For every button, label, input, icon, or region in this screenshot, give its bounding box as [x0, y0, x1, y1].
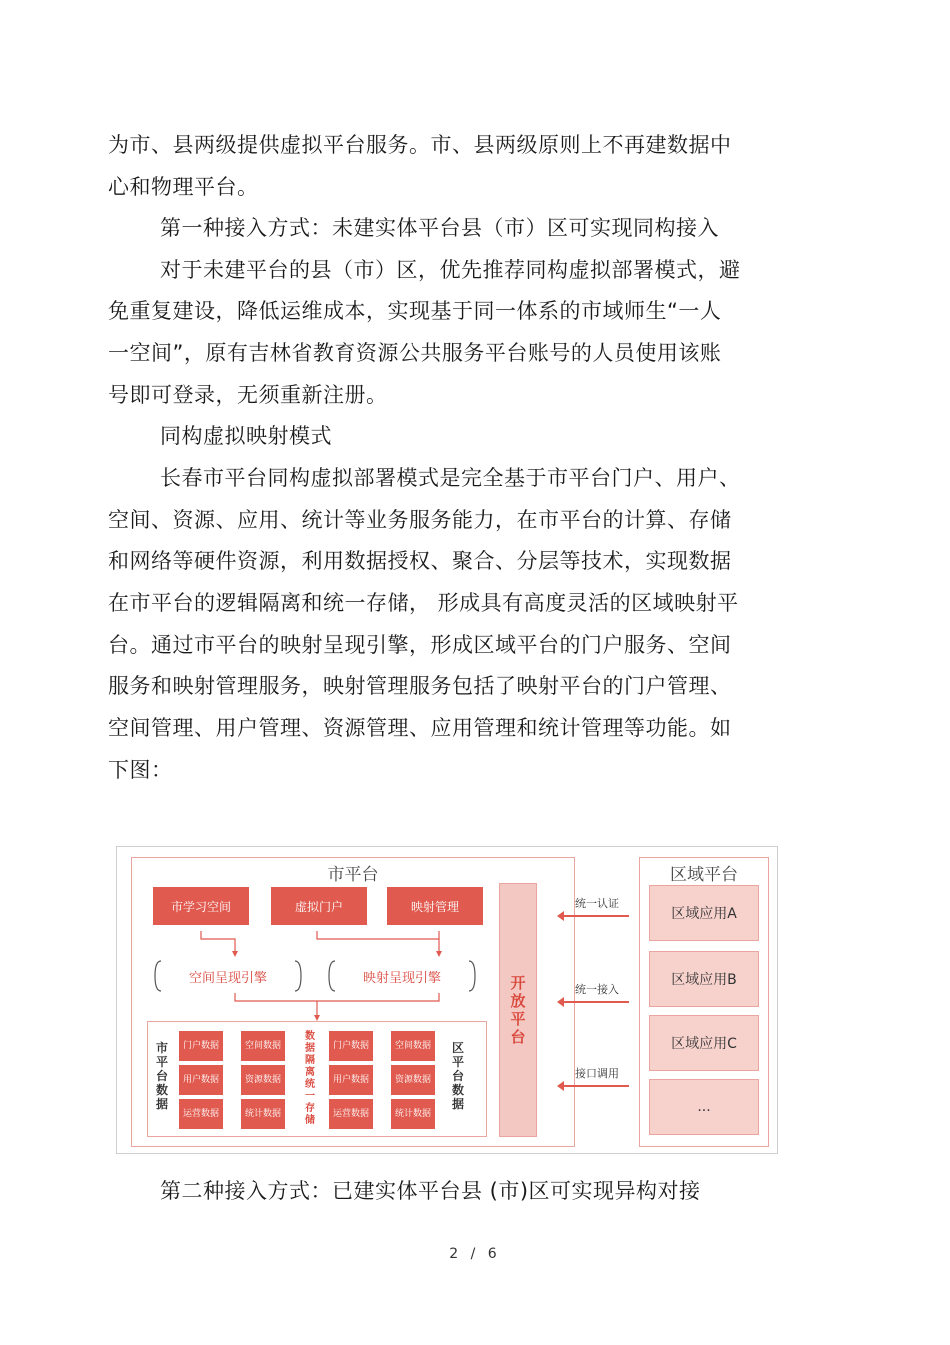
- city-platform-title: 市平台: [327, 865, 379, 885]
- paragraph-line: 台。通过市平台的映射呈现引擎，形成区域平台的门户服务、空间: [108, 633, 732, 657]
- paragraph-line: 对于未建平台的县（市）区，优先推荐同构虚拟部署模式，避: [160, 258, 741, 282]
- region-data-cell: 统计数据: [391, 1099, 435, 1129]
- city-data-cell: 统计数据: [241, 1099, 285, 1129]
- link-label: 统一认证: [575, 897, 619, 910]
- region-data-cell: 运营数据: [329, 1099, 373, 1129]
- mapping-engine-group: [327, 959, 477, 993]
- space-render-engine: 空间呈现引擎: [188, 971, 267, 986]
- mapping-render-engine: 映射呈现引擎: [362, 971, 441, 986]
- space-engine-group: [153, 959, 303, 993]
- paragraph-line: 空间、资源、应用、统计等业务服务能力，在市平台的计算、存储: [108, 508, 732, 532]
- paragraph-line: 服务和映射管理服务，映射管理服务包括了映射平台的门户管理、: [108, 674, 732, 698]
- paragraph-line: 下图：: [108, 758, 173, 782]
- paragraph-line: 空间管理、用户管理、资源管理、应用管理和统计管理等功能。如: [108, 716, 732, 740]
- paragraph-line: 心和物理平台。: [108, 175, 259, 199]
- region-app-a: 区域应用A: [649, 885, 759, 941]
- data-isolation-label: 数据隔离统一存储: [305, 1031, 315, 1126]
- region-app-c: 区域应用C: [649, 1015, 759, 1071]
- city-data-cell: 空间数据: [241, 1031, 285, 1061]
- mapping-management-box: 映射管理: [387, 887, 483, 925]
- link-label: 接口调用: [575, 1067, 619, 1080]
- open-platform-label: 开放平台: [510, 974, 526, 1046]
- paragraph-line: 免重复建设，降低运维成本，实现基于同一体系的市域师生“一人: [108, 299, 722, 323]
- paragraph-line: 和网络等硬件资源，利用数据授权、聚合、分层等技术，实现数据: [108, 549, 732, 573]
- paragraph-line: 在市平台的逻辑隔离和统一存储， 形成具有高度灵活的区域映射平: [108, 591, 739, 615]
- unified-access-arrow: [563, 1001, 629, 1003]
- city-data-label: 市平台数据: [155, 1041, 168, 1111]
- paragraph-line: 为市、县两级提供虚拟平台服务。市、县两级原则上不再建数据中: [108, 133, 732, 157]
- city-data-cell: 资源数据: [241, 1065, 285, 1095]
- region-data-label: 区平台数据: [451, 1041, 464, 1111]
- link-label: 统一接入: [575, 983, 619, 996]
- api-call-arrow: [563, 1085, 629, 1087]
- unified-auth-arrow: [563, 915, 629, 917]
- city-data-cell: 用户数据: [179, 1065, 223, 1095]
- paragraph-line: 一空间”，原有吉林省教育资源公共服务平台账号的人员使用该账: [108, 341, 722, 365]
- city-learning-space-box: 市学习空间: [153, 887, 249, 925]
- region-data-cell: 资源数据: [391, 1065, 435, 1095]
- paragraph-line: 长春市平台同构虚拟部署模式是完全基于市平台门户、用户、: [160, 466, 741, 490]
- region-data-cell: 用户数据: [329, 1065, 373, 1095]
- architecture-diagram: [116, 846, 778, 1154]
- page-number: 2 / 6: [449, 1246, 501, 1262]
- region-data-cell: 门户数据: [329, 1031, 373, 1061]
- region-data-cell: 空间数据: [391, 1031, 435, 1061]
- region-app-more: ...: [649, 1079, 759, 1135]
- region-platform-title: 区域平台: [670, 865, 738, 885]
- paragraph-line: 号即可登录，无须重新注册。: [108, 383, 388, 407]
- virtual-portal-box: 虚拟门户: [271, 887, 367, 925]
- section-heading: 第一种接入方式：未建实体平台县（市）区可实现同构接入: [160, 216, 719, 240]
- city-data-cell: 运营数据: [179, 1099, 223, 1129]
- section-heading: 同构虚拟映射模式: [160, 424, 332, 448]
- region-app-b: 区域应用B: [649, 951, 759, 1007]
- section-heading: 第二种接入方式：已建实体平台县 (市)区可实现异构对接: [160, 1179, 701, 1203]
- open-platform-box: [499, 883, 537, 1137]
- city-data-cell: 门户数据: [179, 1031, 223, 1061]
